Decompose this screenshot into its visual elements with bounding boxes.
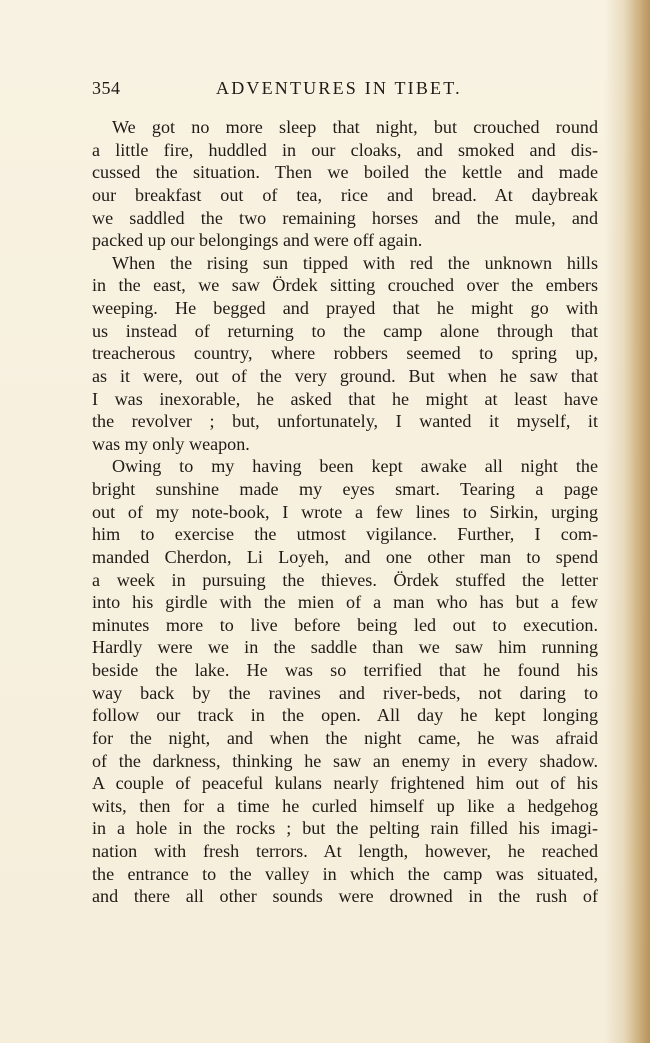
text-line: and there all other sounds were drowned in the rush of [92, 886, 598, 907]
text-line: manded Cherdon, Li Loyeh, and one other man to spend [92, 546, 598, 567]
text-line: us instead of returning to the camp alone through that [92, 320, 598, 341]
text-line: we saddled the two remaining horses and the mule, and [92, 207, 598, 228]
text-line: follow our track in the open. All day he kept longing [92, 705, 598, 726]
text-line: packed up our belongings and were off again. [92, 230, 423, 251]
text-line: as it were, out of the very ground. But when he saw that [92, 365, 598, 386]
text-line: for the night, and when the night came, he was afraid [92, 727, 598, 748]
text-line: a little fire, huddled in our cloaks, and smoked and dis- [92, 139, 598, 160]
text-line: Hardly were we in the saddle than we saw him running [92, 637, 598, 658]
body-text [92, 116, 598, 908]
text-line: the entrance to the valley in which the camp was situated, [92, 863, 598, 884]
text-line: a week in pursuing the thieves. Ördek stuffed the letter [92, 569, 598, 590]
paragraph-1 [92, 116, 598, 252]
text-line: him to exercise the utmost vigilance. Further, I com- [92, 524, 598, 545]
text-line: treacherous country, where robbers seemed to spring up, [92, 343, 598, 364]
text-line: wits, then for a time he curled himself up like a hedgehog [92, 795, 598, 816]
text-line: Owing to my having been kept awake all night the [112, 456, 598, 477]
text-line: cussed the situation. Then we boiled the kettle and made [92, 162, 598, 183]
text-line: weeping. He begged and prayed that he might go with [92, 298, 598, 318]
text-line: I was inexorable, he asked that he might at least have [92, 388, 598, 409]
text-line: out of my note-book, I wrote a few lines to Sirkin, urging [92, 501, 598, 522]
text-line: A couple of peaceful kulans nearly frightened him out of his [92, 773, 598, 794]
text-line: way back by the ravines and river-beds, not daring to [92, 682, 598, 703]
text-line: our breakfast out of tea, rice and bread. At daybreak [92, 184, 598, 205]
running-title: ADVENTURES IN TIBET. [216, 78, 462, 98]
text-line: When the rising sun tipped with red the unknown hills [112, 252, 598, 273]
text-line: beside the lake. He was so terrified that he found his [92, 660, 598, 680]
page-edge-shading [624, 0, 650, 1043]
text-line: was my only weapon. [92, 433, 250, 454]
text-line: minutes more to live before being led out to execution. [92, 614, 598, 635]
paragraph-3 [92, 455, 598, 908]
paragraph-2 [92, 252, 598, 456]
text-line: the revolver ; but, unfortunately, I wanted it myself, it [92, 411, 598, 432]
text-line: in the east, we saw Ördek sitting crouched over the embers [92, 275, 598, 296]
text-line: bright sunshine made my eyes smart. Tearing a page [92, 479, 598, 499]
page-number: 354 [92, 78, 121, 98]
text-line: in a hole in the rocks ; but the pelting rain filled his imagi- [92, 818, 598, 839]
text-line: We got no more sleep that night, but crouched round [112, 117, 598, 137]
page-header [92, 78, 598, 102]
text-line: into his girdle with the mien of a man who has but a few [92, 592, 598, 613]
text-line: of the darkness, thinking he saw an enemy in every shadow. [92, 750, 598, 771]
text-line: nation with fresh terrors. At length, however, he reached [92, 841, 598, 861]
